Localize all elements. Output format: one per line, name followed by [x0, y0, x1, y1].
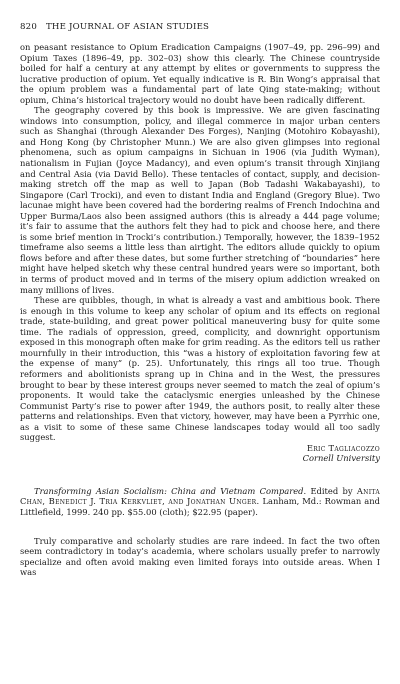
paragraph-3: These are quibbles, though, in what is already a vast and ambitious book. There is enough in this volume to keep any scholar of opium and its effects on regional trade, state-building, and great power political maneuvering busy for quite some time. The radials of oppression, greed, complicity, and downright opportunism exposed in this monograph often make for grim reading. As the editors tell us rather mournfully in their introduction, this “was a history of exploitation favoring few at the expense of many” (p. 25). Unfortunately, this rings all too true. Though reformers and abolitionists sprang up in China and in the West, the pressures brought to bear by these interest groups never seemed to match the zeal of opium’s proponents. It would take the cataclysmic energies unleashed by the Chinese Communist Party’s rise to power after 1949, the authors posit, to really alter these patterns and relationships. Even that victory, however, may have been a Pyrrhic one, as a visit to some of these same Chinese landscapes today would all too sadly suggest.: [20, 295, 380, 443]
spacer: [20, 518, 380, 536]
book-editors: Anita Chan, Benedict J. Tria Kerkvliet, and Jonathan Unger.: [20, 485, 380, 507]
publication-info: Lanham, Md.: Rowman and Littlefield, 1999. 240 pp. $55.00 (cloth); $22.95 (paper).: [20, 496, 380, 517]
running-head: [20, 22, 380, 32]
journal-title: THE JOURNAL OF ASIAN STUDIES: [45, 22, 210, 32]
page: [20, 22, 380, 578]
page-number: 820: [20, 22, 38, 32]
paragraph-1: on peasant resistance to Opium Eradication Campaigns (1907–49, pp. 296–99) and Opium Taxes (1896–49, pp. 302–03) show this clearly. The Chinese countryside boiled for half a century at any attempt by elites or governments to suppress the lucrative production of opium. Yet equally indicative is R. Bin Wong’s appraisal that the opium problem was a fundamental part of late Qing state-making; without opium, China’s historical trajectory would no doubt have been radically different.: [20, 42, 380, 105]
reviewer-affiliation: [20, 453, 380, 464]
book-review-header: [20, 486, 380, 518]
book-title: Transforming Asian Socialism: China and Vietnam Compared.: [34, 485, 307, 496]
review-opening-paragraph: Truly comparative and scholarly studies are rare indeed. In fact the two often seem contradictory in today’s academia, where scholars usually prefer to narrowly specialize and often avoid making even limited forays into outside areas. When I was: [20, 535, 380, 578]
edited-by: Edited by: [310, 485, 353, 496]
reviewer-institution: Cornell University: [302, 453, 380, 464]
reviewer-signature: [20, 443, 380, 454]
reviewer-name: Eric Tagliacozzo: [306, 442, 380, 453]
paragraph-2: The geography covered by this book is impressive. We are given fascinating windows into consumption, policy, and illegal commerce in major urban centers such as Shanghai (through Alexander Des Forges), Nanjing (Motohiro Kobayashi), and Hong Kong (by Christopher Munn.) We are also given glimpses into regional phenomena, such as opium campaigns in Sichuan in 1906 (via Judith Wyman), nationalism in Fujian (Joyce Madancy), and even opium’s transit through Xinjiang and Central Asia (via David Bello). These tentacles of contact, supply, and decision-making stretch off the map as well to Japan (Bob Tadashi Wakabayashi), to Singapore (Carl Trocki), and even to distant India and England (Gregory Blue). Two lacunae might have been covered had the bordering realms of French Indochina and Upper Burma/Laos also been assigned authors (this is already a 444 page volume; it’s fair to assume that the authors felt they had to pick and choose here, and there is some brief mention in Trocki’s contribution.) Temporally, however, the 1839–1952 timeframe also seems a little less than airtight. The editors allude quickly to opium flows before and after these dates, but some further stretching of “boundaries” here might have helped sketch why these central hundred years were so important, both in terms of product moved and in terms of the misery opium addiction wreaked on many millions of lives.: [20, 105, 380, 295]
